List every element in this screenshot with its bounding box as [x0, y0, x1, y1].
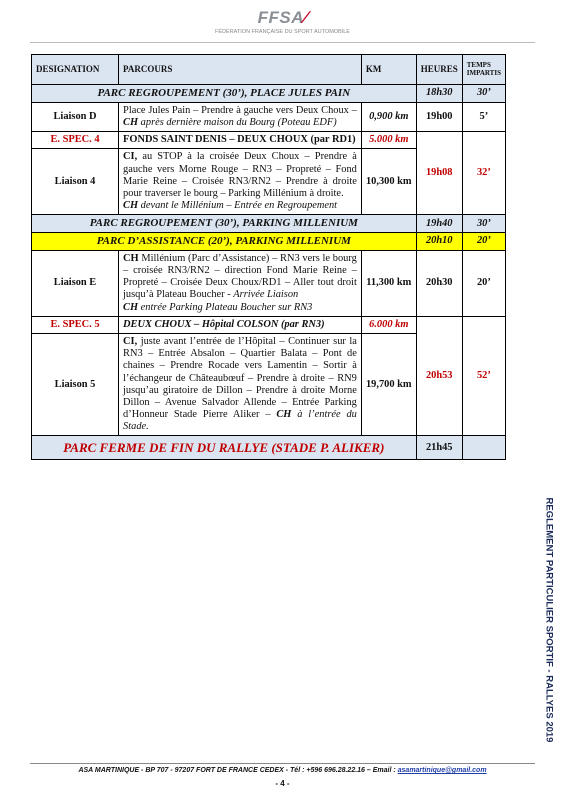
km-cell: 10,300 km [361, 149, 416, 215]
table-row [32, 250, 506, 316]
temps-cell: 30’ [462, 85, 505, 103]
temps-cell: 5’ [462, 102, 505, 131]
parcours-cell: DEUX CHOUX – Hôpital COLSON (par RN3) [119, 316, 362, 333]
km-cell: 11,300 km [361, 250, 416, 316]
designation-cell: Liaison D [32, 102, 119, 131]
heure-cell: 19h40 [416, 215, 462, 233]
col-temps-impartis: TEMPS IMPARTIS [462, 55, 505, 85]
parcours-cell: Place Jules Pain – Prendre à gauche vers Deux Choux – CH après dernière maison du Bourg (Poteau EDF) [119, 102, 362, 131]
table-row [32, 436, 506, 460]
col-parcours: PARCOURS [119, 55, 362, 85]
km-cell: 19,700 km [361, 333, 416, 435]
parc-regroupement-title: PARC REGROUPEMENT (30’), PARKING MILLENIUM [32, 215, 417, 233]
designation-cell: Liaison E [32, 250, 119, 316]
km-cell: 5.000 km [361, 132, 416, 149]
email-link[interactable]: asamartinique@gmail.com [397, 767, 487, 774]
designation-cell: Liaison 4 [32, 149, 119, 215]
designation-cell: Liaison 5 [32, 333, 119, 435]
km-cell: 0,900 km [361, 102, 416, 131]
table-row [32, 316, 506, 333]
parc-ferme-title: PARC FERME DE FIN DU RALLYE (STADE P. ALIKER) [32, 436, 417, 460]
heure-cell: 19h08 [416, 132, 462, 215]
designation-cell: E. SPEC. 5 [32, 316, 119, 333]
table-row [32, 102, 506, 131]
heure-cell: 20h10 [416, 233, 462, 251]
heure-cell: 20h53 [416, 316, 462, 436]
temps-cell [462, 436, 505, 460]
table-row [32, 85, 506, 103]
ffsa-logo: FFSA∕ [257, 8, 308, 27]
temps-cell: 30’ [462, 215, 505, 233]
page-header [0, 8, 565, 35]
page-number: - 4 - [275, 779, 290, 788]
parcours-cell: CI, juste avant l’entrée de l’Hôpital – Continuer sur la RN3 – Entrée Absalon – Quartier Balata – Pont de chaines – Prendre Rocade vers Lamentin – Sortir à l’échangeur de Châteaubœuf – Prendre à droite – RN9 jusqu’au giratoire de Dillon – Prendre à droite Morne Dillon – Avenue Salvador Allende – Entrée Parking d’Honneur Stade Pierre Aliker – CH à l’entrée du Stade. [119, 333, 362, 435]
km-cell: 6.000 km [361, 316, 416, 333]
side-caption: REGLEMENT PARTICULIER SPORTIF - RALLYES 2019 [543, 497, 555, 743]
temps-cell: 52’ [462, 316, 505, 436]
logo-subtitle: FÉDÉRATION FRANÇAISE DU SPORT AUTOMOBILE [215, 29, 350, 35]
parc-regroupement-title: PARC REGROUPEMENT (30’), PLACE JULES PAIN [32, 85, 417, 103]
designation-cell: E. SPEC. 4 [32, 132, 119, 149]
parc-assistance-title: PARC D’ASSISTANCE (20’), PARKING MILLENIUM [32, 233, 417, 251]
table-row [32, 233, 506, 251]
col-designation: DESIGNATION [32, 55, 119, 85]
temps-cell: 20’ [462, 233, 505, 251]
heure-cell: 20h30 [416, 250, 462, 316]
heure-cell: 18h30 [416, 85, 462, 103]
footer-address: ASA MARTINIQUE - BP 707 - 97207 FORT DE FRANCE CEDEX - Tél : +596 696.28.22.16 – Email : asamartinique@gmail.com [78, 767, 487, 774]
header-divider [30, 42, 535, 43]
heure-cell: 19h00 [416, 102, 462, 131]
schedule-table [31, 54, 506, 460]
temps-cell: 32’ [462, 132, 505, 215]
heure-cell: 21h45 [416, 436, 462, 460]
footer-divider [30, 763, 535, 764]
col-heures: HEURES [416, 55, 462, 85]
parcours-cell: FONDS SAINT DENIS – DEUX CHOUX (par RD1) [119, 132, 362, 149]
temps-cell: 20’ [462, 250, 505, 316]
table-row [32, 215, 506, 233]
table-header-row [32, 55, 506, 85]
parcours-cell: CH Millénium (Parc d’Assistance) – RN3 vers le bourg – croisée RN3/RN2 – direction Fond Marie Reine – Propreté – Croisée Deux Choux/RD1 – Aller tout droit jusqu’à Plateau Boucher - Arrivée Liaison CH entrée Parking Plateau Boucher sur RN3 [119, 250, 362, 316]
table-row [32, 132, 506, 149]
col-km: KM [361, 55, 416, 85]
parcours-cell: CI, au STOP à la croisée Deux Choux – Prendre à gauche vers Morne Rouge – RN3 – Propreté – Fond Marie Reine – Croisée RN3/RN2 – Prendre à droite pour traverser le bourg – Parking Millénium à droite. CH devant le Millénium – Entrée en Regroupement [119, 149, 362, 215]
